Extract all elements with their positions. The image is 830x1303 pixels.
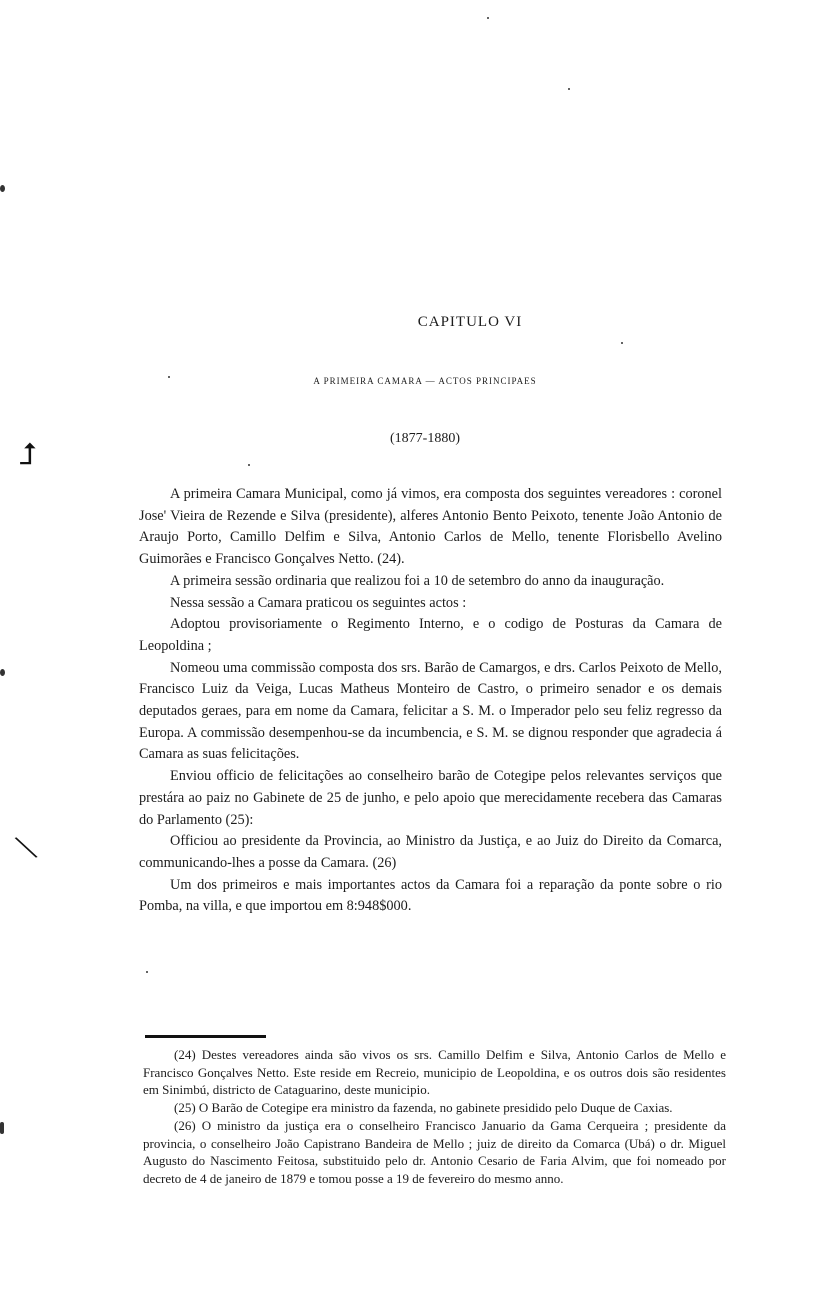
section-title: A PRIMEIRA CAMARA — ACTOS PRINCIPAES xyxy=(313,376,537,386)
footnote-divider xyxy=(145,1035,266,1038)
speck xyxy=(621,342,623,344)
footnote: (26) O ministro da justiça era o conselheiro Francisco Januario da Gama Cerqueira ; presidente da provincia, o conselheiro João Capistrano Bandeira de Mello ; juiz de direito da Comarca (Ubá) o dr. Miguel Augusto do Nascimento Feitosa, substituido pelo dr. Antonio Cesario de Faria Alvim, que foi nomeado por decreto de 4 de janeiro de 1879 e tomou posse a 19 de fevereiro do mesmo anno. xyxy=(143,1117,726,1186)
speck xyxy=(0,1122,4,1134)
speck xyxy=(0,669,5,676)
paragraph: Adoptou provisoriamente o Regimento Interno, e o codigo de Posturas da Camara de Leopoldina ; xyxy=(139,616,722,654)
footnote: (25) O Barão de Cotegipe era ministro da fazenda, no gabinete presidido pelo Duque de Caxias. xyxy=(174,1100,673,1116)
speck xyxy=(146,971,148,973)
paragraph: Nessa sessão a Camara praticou os seguintes actos : xyxy=(170,594,467,611)
paragraph: Enviou officio de felicitações ao conselheiro barão de Cotegipe pelos relevantes serviços que prestára ao paiz no Gabinete de 25 de junho, e pelo apoio que merecidamente recebera das Camaras do Parlamento (25): xyxy=(139,768,722,828)
chapter-years: (1877-1880) xyxy=(390,431,460,446)
chapter-title: CAPITULO VI xyxy=(417,314,523,330)
margin-mark-bottom: ╲ xyxy=(15,834,37,863)
speck xyxy=(568,88,570,90)
footnotes xyxy=(143,1046,726,1188)
paragraph: A primeira Camara Municipal, como já vimos, era composta dos seguintes vereadores : coronel Jose' Vieira de Rezende e Silva (presidente), alferes Antonio Bento Peixoto, tenente João Antonio de Araujo Porto, Camillo Delfim e Silva, Antonio Carlos de Mello, tenente Florisbello Avelino Guimorães e Francisco Gonçalves Netto. (24). xyxy=(139,486,722,568)
paragraph: Officiou ao presidente da Provincia, ao Ministro da Justiça, e ao Juiz do Direito da Comarca, communicando-lhes a posse da Camara. (26) xyxy=(139,833,722,871)
paragraph: Nomeou uma commissão composta dos srs. Barão de Camargos, e drs. Carlos Peixoto de Mello, Francisco Luiz da Veiga, Lucas Matheus Monteiro de Castro, o primeiro senador e os demais deputados geraes, para em nome da Camara, felicitar a S. M. o Imperador pelo seu feliz regresso da Europa. A commissão desempenhou-se da incumbencia, e S. M. se dignou responder que agradecia á Camara as suas felicitações. xyxy=(139,659,722,763)
speck xyxy=(487,17,489,19)
footnote: (24) Destes vereadores ainda são vivos os srs. Camillo Delfim e Silva, Antonio Carlos de Mello e Francisco Gonçalves Netto. Este reside em Recreio, municipio de Leopoldina, e os outros dois são residentes em Sinimbú, districto de Cataguarino, deste municipio. xyxy=(143,1047,726,1098)
speck xyxy=(248,464,250,466)
paragraph: A primeira sessão ordinaria que realizou foi a 10 de setembro do anno da inauguração. xyxy=(170,572,665,589)
margin-mark-top: ⮥ xyxy=(19,437,37,472)
paragraph: Um dos primeiros e mais importantes actos da Camara foi a reparação da ponte sobre o rio Pomba, na villa, e que importou em 8:948$000. xyxy=(139,876,722,915)
speck xyxy=(0,185,5,192)
body-text xyxy=(139,484,722,918)
